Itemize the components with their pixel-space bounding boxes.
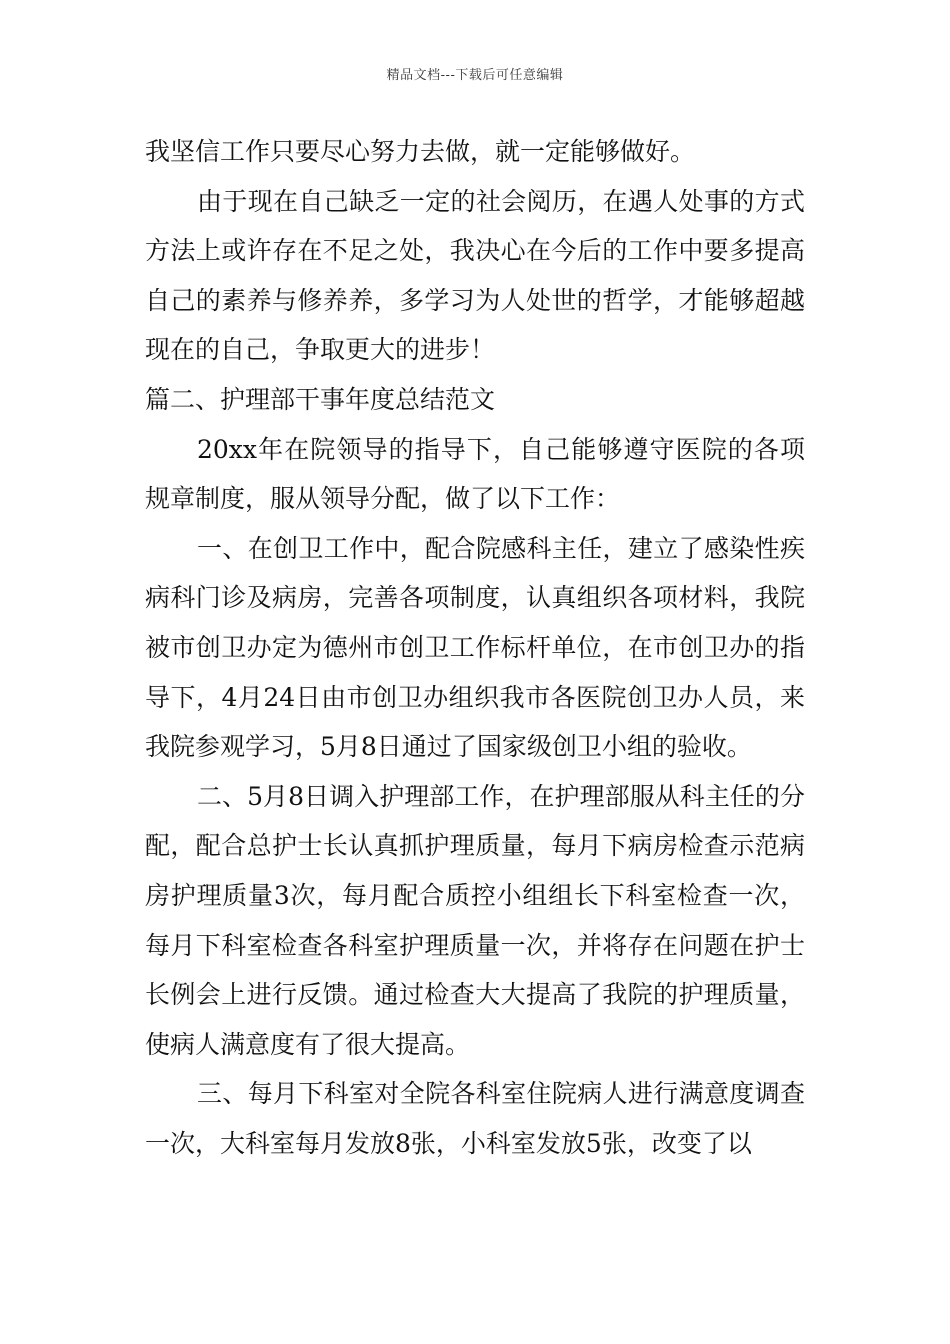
paragraph-5: 二、5月8日调入护理部工作，在护理部服从科主任的分配，配合总护士长认真抓护理质量，每月下病房检查示范病房护理质量3次，每月配合质控小组组长下科室检查一次，每月下科室检查各科室护理质量一次，并将存在问题在护士长例会上进行反馈。通过检查大大提高了我院的护理质量，使病人满意度有了很大提高。	[145, 781, 805, 1059]
page-header: 精品文档---下载后可任意编辑	[386, 68, 564, 83]
section-heading: 篇二、护理部干事年度总结范文	[145, 384, 496, 414]
paragraph-1: 我坚信工作只要尽心努力去做，就一定能够做好。	[145, 137, 696, 166]
paragraph-2: 由于现在自己缺乏一定的社会阅历，在遇人处事的方式方法上或许存在不足之处，我决心在今后的工作中要多提高自己的素养与修养养，多学习为人处世的哲学，才能够超越现在的自己，争取更大的进步！	[145, 186, 805, 365]
paragraph-3: 20xx年在院领导的指导下，自己能够遵守医院的各项规章制度，服从领导分配，做了以下工作：	[145, 434, 805, 514]
paragraph-4: 一、在创卫工作中，配合院感科主任，建立了感染性疾病科门诊及病房，完善各项制度，认真组织各项材料，我院被市创卫办定为德州市创卫工作标杆单位，在市创卫办的指导下，4月24日由市创卫办组织我市各医院创卫办人员，来我院参观学习，5月8日通过了国家级创卫小组的验收。	[145, 533, 805, 762]
paragraph-6: 三、每月下科室对全院各科室住院病人进行满意度调查一次，大科室每月发放8张，小科室发放5张，改变了以	[145, 1079, 805, 1158]
document-body	[145, 127, 805, 1168]
